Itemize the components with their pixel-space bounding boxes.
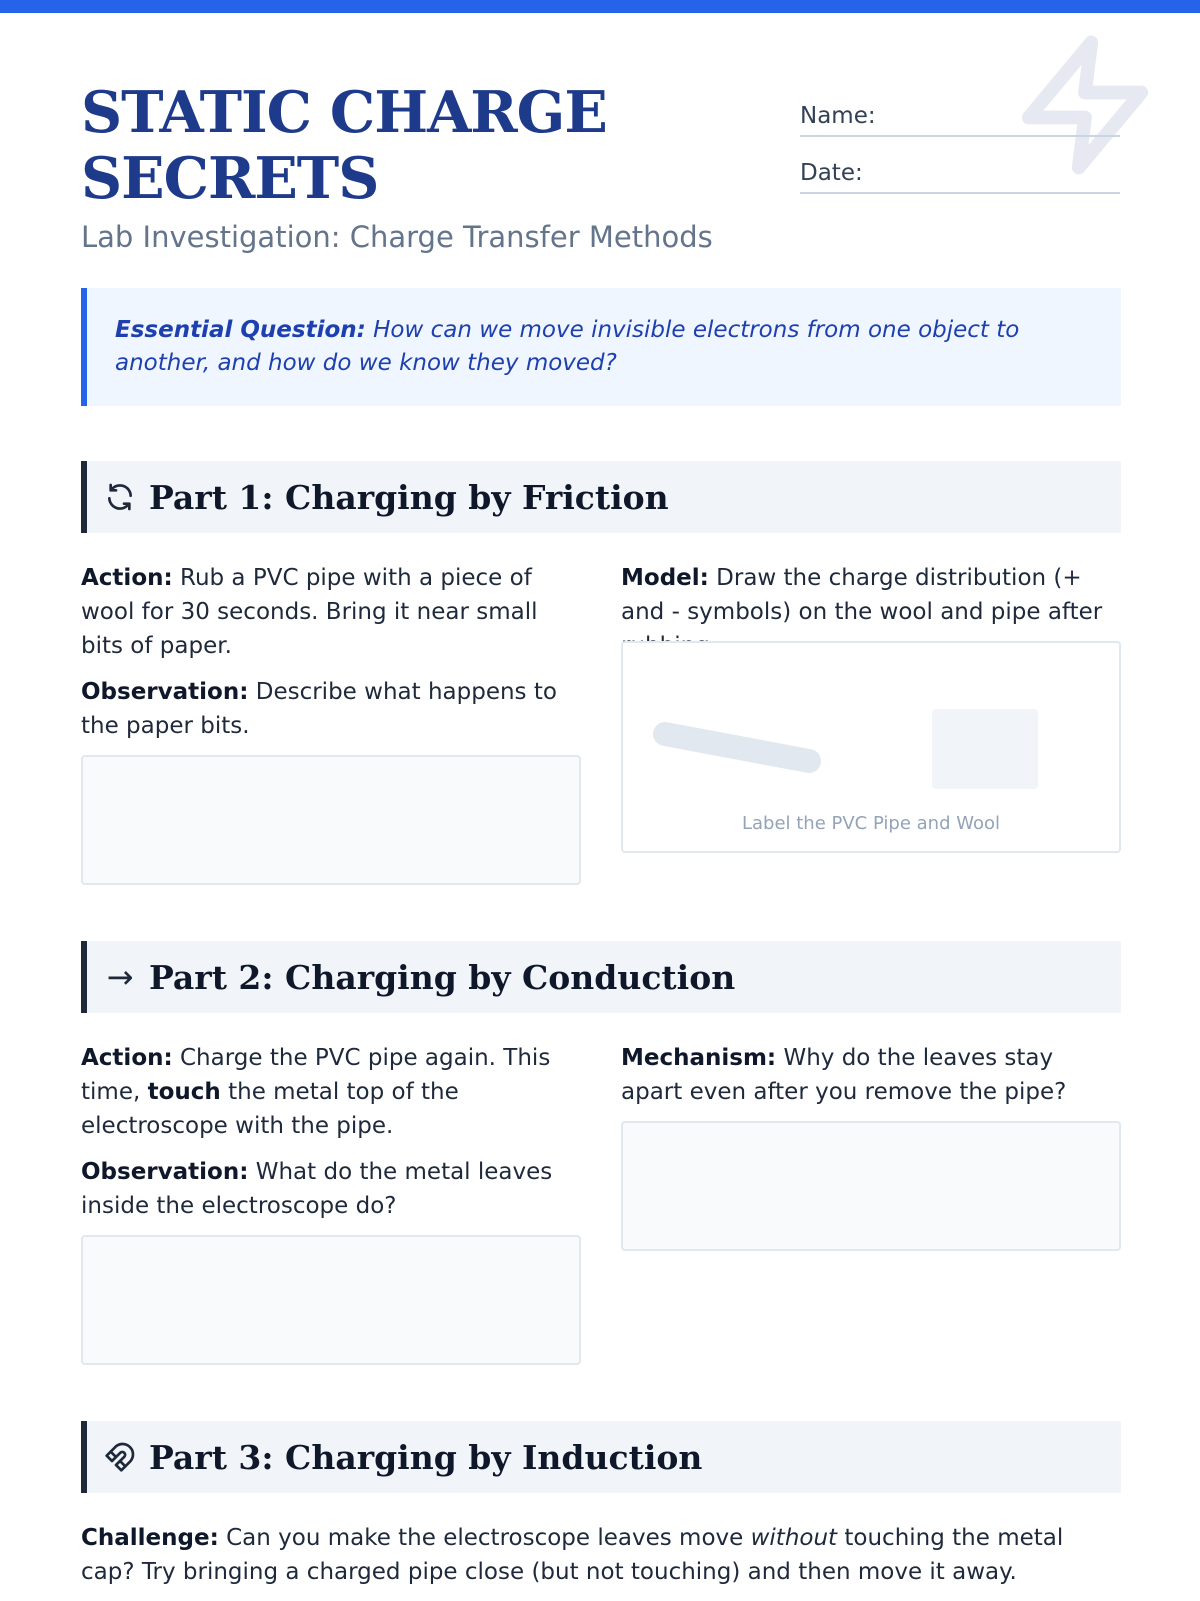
essential-question-text: How can we move invisible electrons from one object to another, and how do we know they moved? — [115, 317, 1020, 376]
part3-challenge-label: Challenge: — [81, 1525, 219, 1551]
name-field[interactable] — [800, 82, 1120, 137]
date-field[interactable] — [800, 139, 1120, 194]
part1-model-drawing-box[interactable] — [621, 641, 1121, 853]
magnet-icon — [103, 1440, 137, 1474]
worksheet-page — [81, 0, 1121, 1585]
name-label: Name: — [800, 103, 876, 129]
part1-observation-text: Describe what happens to the paper bits. — [81, 679, 557, 739]
part2-left-column — [81, 1041, 581, 1235]
part3-challenge-text-2: touching the metal cap? Try bringing a charged pipe close (but not touching) and then move it away. — [81, 1525, 1064, 1585]
part2-mechanism-label: Mechanism: — [621, 1045, 777, 1071]
date-label: Date: — [800, 160, 863, 186]
pvc-pipe-shape — [665, 734, 809, 761]
part1-title: Part 1: Charging by Friction — [149, 477, 669, 517]
part3-challenge — [81, 1521, 1121, 1589]
part3-header — [81, 1421, 1121, 1493]
part2-action-text-1: Charge the PVC pipe again. This time, — [81, 1045, 551, 1105]
part1-header — [81, 461, 1121, 533]
refresh-icon — [103, 480, 137, 514]
part1-left-column — [81, 561, 581, 755]
arrow-right-icon: → — [106, 958, 134, 996]
part2-right-column — [621, 1041, 1121, 1121]
part2-header — [81, 941, 1121, 1013]
worksheet-header — [81, 0, 1121, 270]
part3-body — [81, 1521, 1121, 1601]
part2-mechanism-text: Why do the leaves stay apart even after you remove the pipe? — [621, 1045, 1067, 1105]
part2-action — [81, 1041, 581, 1143]
model-caption: Label the PVC Pipe and Wool — [741, 813, 1001, 834]
page-title: STATIC CHARGE SECRETS — [81, 79, 607, 212]
part2-observation-text: What do the metal leaves inside the electroscope do? — [81, 1159, 553, 1219]
part1-model-label: Model: — [621, 565, 709, 591]
name-date-fields — [800, 82, 1120, 196]
part2-observation-answer-box[interactable] — [81, 1235, 581, 1365]
part1-action-label: Action: — [81, 565, 173, 591]
part1-model-text: Draw the charge distribution (+ and - symbols) on the wool and pipe after — [621, 565, 1103, 625]
part1-observation-label: Observation: — [81, 679, 249, 705]
part1-action — [81, 561, 581, 663]
part3-title: Part 3: Charging by Induction — [149, 1437, 703, 1477]
part2-title: Part 2: Charging by Conduction — [149, 957, 736, 997]
essential-question-callout — [81, 288, 1121, 406]
part2-action-bold: touch — [147, 1079, 221, 1105]
page-subtitle: Lab Investigation: Charge Transfer Methods — [81, 220, 713, 254]
part2-mechanism-answer-box[interactable] — [621, 1121, 1121, 1251]
part2-action-text-2: the metal top of the electroscope with the pipe. — [81, 1079, 459, 1139]
part3-challenge-italic: without — [750, 1525, 838, 1551]
part1-observation-answer-box[interactable] — [81, 755, 581, 885]
part3-challenge-text-1: Can you make the electroscope leaves move — [226, 1525, 744, 1551]
part1-observation — [81, 675, 581, 743]
part1-action-text: Rub a PVC pipe with a piece of wool for 30 seconds. Bring it near small bits of paper. — [81, 565, 538, 659]
wool-shape — [932, 709, 1038, 789]
part2-observation-label: Observation: — [81, 1159, 249, 1185]
part2-observation — [81, 1155, 581, 1223]
essential-question-label: Essential Question: — [115, 317, 366, 343]
part2-action-label: Action: — [81, 1045, 173, 1071]
part2-mechanism — [621, 1041, 1121, 1109]
